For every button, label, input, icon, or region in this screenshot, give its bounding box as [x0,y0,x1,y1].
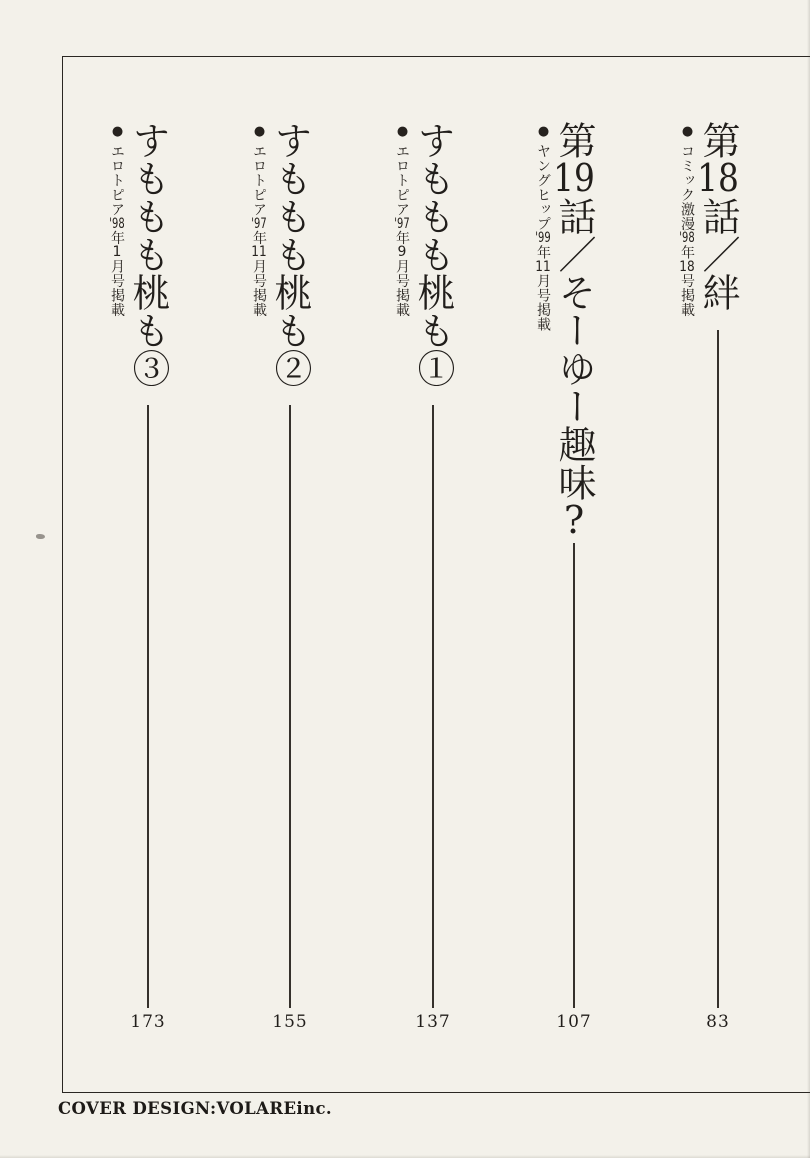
entry-title: すももも桃も② [268,121,312,387]
leader-line [289,405,291,1008]
entry-title: 第19話／そーゆー趣味? [552,121,596,539]
leader-line [573,543,575,1008]
upright-digits: 18 [679,259,695,274]
leader-line [717,330,719,1008]
entry-source-note: ●エロトピア'97年9月号掲載 [394,124,410,317]
page-number: 155 [272,1012,308,1032]
upright-digits: 19 [553,159,595,197]
scan-artifact [36,534,45,539]
upright-digits: 11 [535,259,551,274]
entry-title: 第18話／絆 [696,121,740,311]
bullet-icon: ● [680,124,695,144]
upright-digits: 1 [112,245,122,259]
page-number: 83 [706,1012,730,1032]
leader-line [432,405,434,1008]
bullet-icon: ● [395,124,410,144]
leader-line [147,405,149,1008]
upright-digits: 18 [697,159,739,197]
page-number: 173 [130,1012,166,1032]
upright-digits: ? [563,501,585,539]
page-number: 107 [556,1012,592,1032]
entry-title: すももも桃も③ [126,121,170,387]
upright-digits: '98 [679,231,695,245]
upright-digits: 11 [251,245,267,259]
upright-digits: '97 [251,216,267,231]
entry-source-note: ●エロトピア'97年11月号掲載 [251,124,267,317]
entry-source-note: ●ヤングヒップ'99年11月号掲載 [535,124,551,332]
upright-digits: 9 [397,245,407,259]
entry-source-note: ●コミック激漫'98年18号掲載 [679,124,695,317]
upright-digits: '97 [394,216,410,231]
upright-digits: '98 [109,216,125,231]
entry-title: すももも桃も① [411,121,455,387]
bullet-icon: ● [536,124,551,144]
cover-design-credit: COVER DESIGN:VOLAREinc. [58,1099,333,1118]
upright-digits: '99 [535,231,551,245]
bullet-icon: ● [252,124,267,144]
page-number: 137 [415,1012,451,1032]
bullet-icon: ● [110,124,125,144]
entry-source-note: ●エロトピア'98年1月号掲載 [109,124,125,317]
